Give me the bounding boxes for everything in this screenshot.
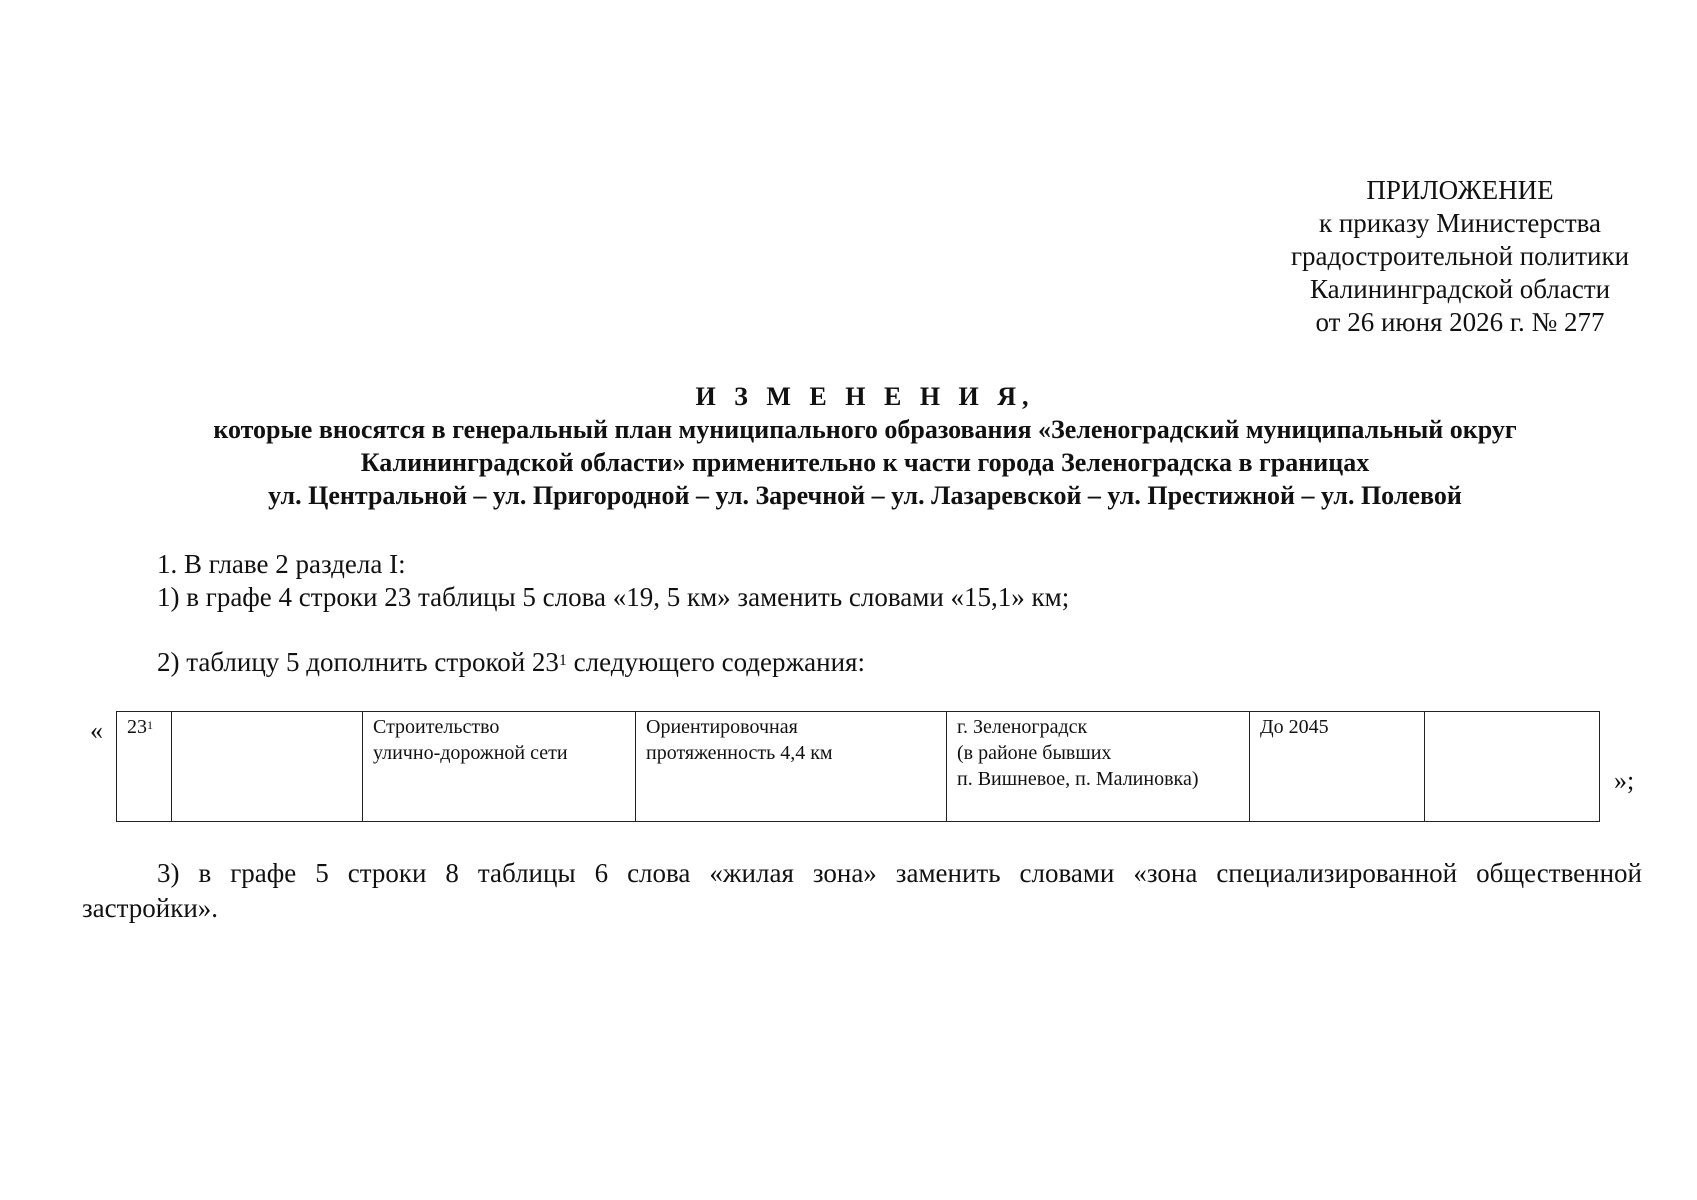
- paragraph-word: зона»: [812, 858, 877, 888]
- title-line: ул. Центральной – ул. Пригородной – ул. Заречной – ул. Лазаревской – ул. Престижной – ул. Полевой: [268, 481, 1462, 510]
- table-row: [117, 712, 1600, 822]
- paragraph-word: словами: [1019, 858, 1115, 888]
- superscript: 1: [558, 652, 567, 669]
- table-cell-object: [363, 712, 636, 822]
- paragraph-word: в: [198, 858, 212, 888]
- table-cell-deadline: До 2045: [1250, 712, 1425, 822]
- paragraph-word: строки: [347, 858, 427, 888]
- paragraph-1-3: [82, 856, 1642, 926]
- superscript: 1: [147, 718, 153, 732]
- opening-quote: «: [90, 716, 103, 745]
- title-line: Калининградской области» применительно к части города Зеленоградска в границах: [360, 448, 1370, 477]
- document-title: [60, 380, 1670, 512]
- title-line: которые вносятся в генеральный план муниципального образования «Зеленоградский муниципальный округ: [213, 415, 1517, 444]
- closing-quote: »;: [1614, 766, 1635, 795]
- paragraph-word: 6: [594, 858, 609, 888]
- paragraph-line: [82, 856, 1642, 891]
- appendix-line: к приказу Министерства: [1318, 208, 1602, 238]
- title-heading: И З М Е Н Е Н И Я,: [695, 382, 1035, 411]
- paragraph-word: общественной: [1476, 858, 1642, 888]
- paragraph-text: следующего содержания:: [566, 647, 865, 677]
- appendix-title: ПРИЛОЖЕНИЕ: [1366, 175, 1554, 205]
- appendix-line: Калининградской области: [1309, 274, 1611, 304]
- appendix-date: от 26 июня 2026 г. № 277: [1315, 307, 1605, 337]
- appendix-line: градостроительной политики: [1290, 241, 1630, 271]
- table-cell-location: [947, 712, 1250, 822]
- cell-line: протяженность 4,4 км: [646, 742, 833, 764]
- table-cell-characteristics: [636, 712, 947, 822]
- row-number: 23: [127, 716, 147, 738]
- cell-line: улично-дорожной сети: [373, 742, 568, 764]
- cell-line: Ориентировочная: [646, 716, 798, 738]
- cell-line: (в районе бывших: [957, 742, 1112, 764]
- table-cell-number: [117, 712, 172, 822]
- table-cell-empty: [1425, 712, 1600, 822]
- cell-line: Строительство: [373, 716, 500, 738]
- inserted-table-row: [116, 711, 1600, 822]
- paragraph-word: «зона: [1133, 858, 1198, 888]
- paragraph-word: 8: [445, 858, 459, 888]
- paragraph-word: «жилая: [709, 858, 794, 888]
- paragraph-word: специализированной: [1216, 858, 1458, 888]
- paragraph-1-1: 1) в графе 4 строки 23 таблицы 5 слова «19, 5 км» заменить словами «15,1» км;: [157, 582, 1070, 612]
- paragraph-word: таблицы: [477, 858, 576, 888]
- paragraph-word: слова: [627, 858, 691, 888]
- paragraph-word: 5: [315, 858, 329, 888]
- paragraph-word: 3): [157, 858, 180, 888]
- paragraph-line: застройки».: [82, 893, 219, 923]
- paragraph-text: 2) таблицу 5 дополнить строкой 23: [157, 647, 559, 677]
- table-cell-empty: [172, 712, 363, 822]
- paragraph-1: 1. В главе 2 раздела I:: [157, 549, 406, 579]
- paragraph-1-2: [157, 646, 865, 679]
- paragraph-word: заменить: [895, 858, 1001, 888]
- appendix-header: [1260, 174, 1660, 339]
- cell-line: п. Вишневое, п. Малиновка): [957, 768, 1199, 790]
- paragraph-word: графе: [230, 858, 297, 888]
- cell-line: г. Зеленоградск: [957, 716, 1088, 738]
